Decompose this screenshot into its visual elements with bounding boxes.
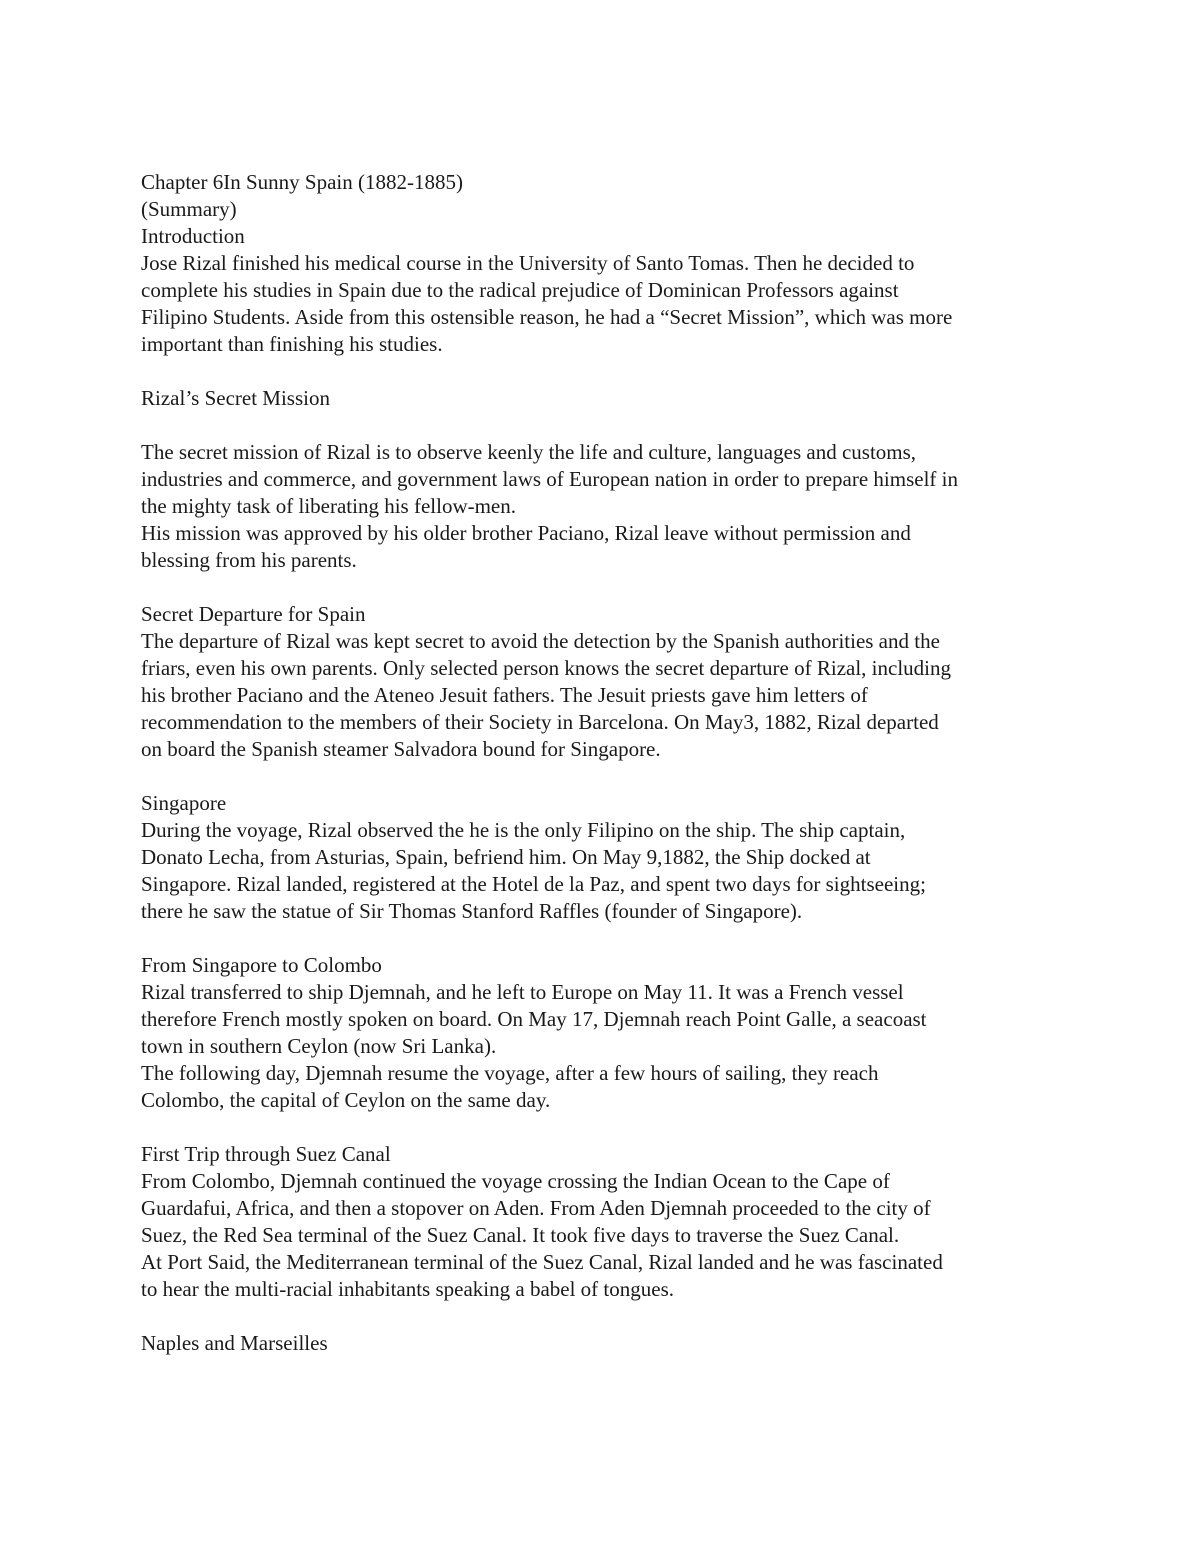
paragraph-line: complete his studies in Spain due to the radical prejudice of Dominican Professors against [141,278,899,302]
document-title: Chapter 6In Sunny Spain (1882-1885) [141,170,463,194]
paragraph-line: At Port Said, the Mediterranean terminal of the Suez Canal, Rizal landed and he was fascinated [141,1250,943,1274]
paragraph-line: The secret mission of Rizal is to observe keenly the life and culture, languages and customs, [141,440,917,464]
paragraph-line: During the voyage, Rizal observed the he is the only Filipino on the ship. The ship captain, [141,818,906,842]
blank-line [141,412,1071,439]
paragraph-line: From Colombo, Djemnah continued the voyage crossing the Indian Ocean to the Cape of [141,1169,890,1193]
paragraph-line: His mission was approved by his older brother Paciano, Rizal leave without permission and [141,521,911,545]
section-heading-introduction: Introduction [141,224,245,248]
paragraph-line: Suez, the Red Sea terminal of the Suez Canal. It took five days to traverse the Suez Canal. [141,1223,900,1247]
paragraph-line: his brother Paciano and the Ateneo Jesuit fathers. The Jesuit priests gave him letters of [141,683,868,707]
paragraph-line: Jose Rizal finished his medical course in the University of Santo Tomas. Then he decided to [141,251,915,275]
paragraph-line: blessing from his parents. [141,548,357,572]
paragraph-line: on board the Spanish steamer Salvadora bound for Singapore. [141,737,661,761]
paragraph-line: important than finishing his studies. [141,332,443,356]
paragraph-line: Guardafui, Africa, and then a stopover on Aden. From Aden Djemnah proceeded to the city of [141,1196,931,1220]
paragraph-line: Singapore. Rizal landed, registered at the Hotel de la Paz, and spent two days for sightseeing; [141,872,926,896]
blank-line [141,763,1071,790]
blank-line [141,925,1071,952]
blank-line [141,1114,1071,1141]
document-subtitle: (Summary) [141,197,237,221]
section-heading-suez-canal: First Trip through Suez Canal [141,1142,391,1166]
blank-line [141,574,1071,601]
paragraph-line: Colombo, the capital of Ceylon on the same day. [141,1088,551,1112]
document-page [141,169,1071,1357]
section-heading-naples-marseilles: Naples and Marseilles [141,1331,328,1355]
paragraph-line: The departure of Rizal was kept secret to avoid the detection by the Spanish authorities and the [141,629,940,653]
blank-line [141,1303,1071,1330]
paragraph-line: therefore French mostly spoken on board. On May 17, Djemnah reach Point Galle, a seacoast [141,1007,927,1031]
paragraph-line: Rizal transferred to ship Djemnah, and he left to Europe on May 11. It was a French vessel [141,980,904,1004]
paragraph-line: the mighty task of liberating his fellow-men. [141,494,517,518]
paragraph-line: Filipino Students. Aside from this ostensible reason, he had a “Secret Mission”, which was more [141,305,953,329]
paragraph-line: industries and commerce, and government laws of European nation in order to prepare himself in [141,467,958,491]
section-heading-singapore: Singapore [141,791,227,815]
paragraph-line: town in southern Ceylon (now Sri Lanka). [141,1034,497,1058]
paragraph-line: friars, even his own parents. Only selected person knows the secret departure of Rizal, including [141,656,951,680]
section-heading-secret-departure: Secret Departure for Spain [141,602,366,626]
section-heading-singapore-to-colombo: From Singapore to Colombo [141,953,382,977]
paragraph-line: The following day, Djemnah resume the voyage, after a few hours of sailing, they reach [141,1061,879,1085]
paragraph-line: to hear the multi-racial inhabitants speaking a babel of tongues. [141,1277,674,1301]
paragraph-line: recommendation to the members of their Society in Barcelona. On May3, 1882, Rizal departed [141,710,939,734]
paragraph-line: there he saw the statue of Sir Thomas Stanford Raffles (founder of Singapore). [141,899,803,923]
blank-line [141,358,1071,385]
section-heading-secret-mission: Rizal’s Secret Mission [141,386,330,410]
paragraph-line: Donato Lecha, from Asturias, Spain, befriend him. On May 9,1882, the Ship docked at [141,845,871,869]
